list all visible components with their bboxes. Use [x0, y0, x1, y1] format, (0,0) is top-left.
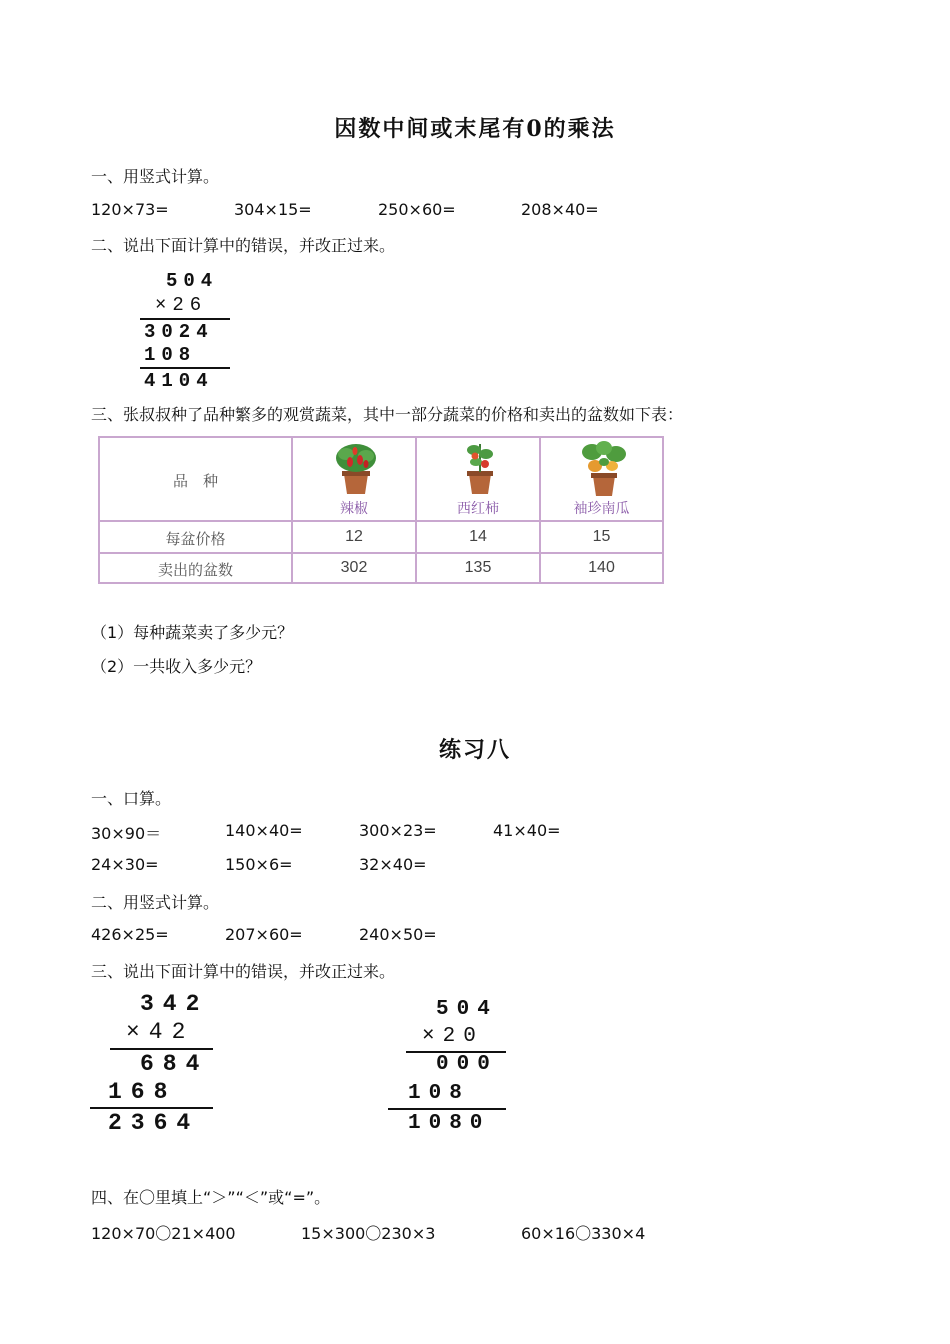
s1-q1-expr-1: 120×73= [91, 200, 169, 219]
section2-title: 练习八 [438, 737, 511, 763]
row-header-variety: 品 种 [172, 472, 218, 490]
s2-q3-heading: 三、说出下面计算中的错误，并改正过来。 [91, 962, 396, 981]
s1-q1-heading: 一、用竖式计算。 [91, 167, 220, 186]
calcA-partial-2: 168 [108, 1079, 177, 1105]
calcA-rule-1 [110, 1048, 213, 1050]
calc-multiplicand: 504 [166, 270, 219, 292]
s1-q2-heading: 二、说出下面计算中的错误，并改正过来。 [91, 236, 396, 255]
calc-result: 4104 [144, 370, 214, 392]
row-header-price: 每盆价格 [165, 530, 226, 548]
price-tomato: 14 [469, 528, 487, 545]
s1-q3-sub1: （1）每种蔬菜卖了多少元？ [91, 623, 294, 642]
calc-rule-2 [140, 367, 230, 369]
s2-q1-r2-2: 150×6= [225, 855, 293, 874]
s1-q3-sub2: （2）一共收入多少元？ [91, 657, 262, 676]
s2-q2-expr-1: 426×25= [91, 925, 169, 944]
calcB-rule-2 [388, 1108, 506, 1110]
s2-q1-r2-1: 24×30= [91, 855, 159, 874]
calcA-result: 2364 [108, 1110, 200, 1136]
s2-q4-expr-1: 120×70〇21×400 [91, 1224, 236, 1243]
calcB-result: 1080 [408, 1112, 491, 1135]
count-tomato: 135 [464, 559, 492, 576]
s1-q1-expr-3: 250×60= [378, 200, 456, 219]
variety-tomato: 西红柿 [457, 501, 499, 517]
s1-q1-expr-4: 208×40= [521, 200, 599, 219]
calcB-multiplier: ×20 [422, 1025, 484, 1048]
tomato-plant-icon [452, 440, 508, 496]
calcA-multiplicand: 342 [140, 991, 209, 1017]
s2-q4-expr-3: 60×16〇330×4 [521, 1224, 646, 1243]
calc-rule-1 [140, 318, 230, 320]
s2-q2-expr-3: 240×50= [359, 925, 437, 944]
price-pepper: 12 [345, 528, 363, 545]
s1-q3-heading: 三、张叔叔种了品种繁多的观赏蔬菜，其中一部分蔬菜的价格和卖出的盆数如下表： [91, 405, 684, 424]
calcA-partial-1: 684 [140, 1051, 209, 1077]
calcB-partial-2: 108 [408, 1082, 470, 1105]
s2-q1-r1-2: 140×40= [225, 821, 303, 840]
variety-pumpkin: 袖珍南瓜 [573, 501, 630, 517]
calc-partial-1: 3024 [144, 321, 214, 343]
s2-q2-heading: 二、用竖式计算。 [91, 893, 220, 912]
s2-q1-r1-1: 30×90＝ [91, 824, 162, 843]
count-pepper: 302 [340, 559, 368, 576]
variety-pepper: 辣椒 [340, 501, 368, 517]
s2-q2-expr-2: 207×60= [225, 925, 303, 944]
s2-q1-r2-3: 32×40= [359, 855, 427, 874]
s2-q4-heading: 四、在〇里填上“＞”“＜”或“=”。 [91, 1188, 331, 1207]
calc-multiplier: ×26 [155, 294, 208, 316]
pumpkin-plant-icon [574, 438, 634, 498]
row-header-count: 卖出的盆数 [157, 561, 233, 579]
calcA-multiplier: ×42 [126, 1019, 195, 1045]
calcB-partial-1: 000 [436, 1053, 498, 1076]
s2-q1-r1-4: 41×40= [493, 821, 561, 840]
price-pumpkin: 15 [592, 528, 611, 545]
calc-partial-2: 108 [144, 344, 197, 366]
count-pumpkin: 140 [588, 559, 615, 576]
calcB-multiplicand: 504 [436, 998, 498, 1021]
s2-q1-heading: 一、口算。 [91, 789, 172, 808]
calcA-rule-2 [90, 1107, 213, 1109]
section1-title: 因数中间或末尾有0的乘法 [334, 116, 616, 142]
vegetable-price-table [98, 436, 664, 584]
s2-q1-r1-3: 300×23= [359, 821, 437, 840]
pepper-plant-icon [328, 440, 384, 496]
s2-q4-expr-2: 15×300〇230×3 [301, 1224, 436, 1243]
s1-q1-expr-2: 304×15= [234, 200, 312, 219]
